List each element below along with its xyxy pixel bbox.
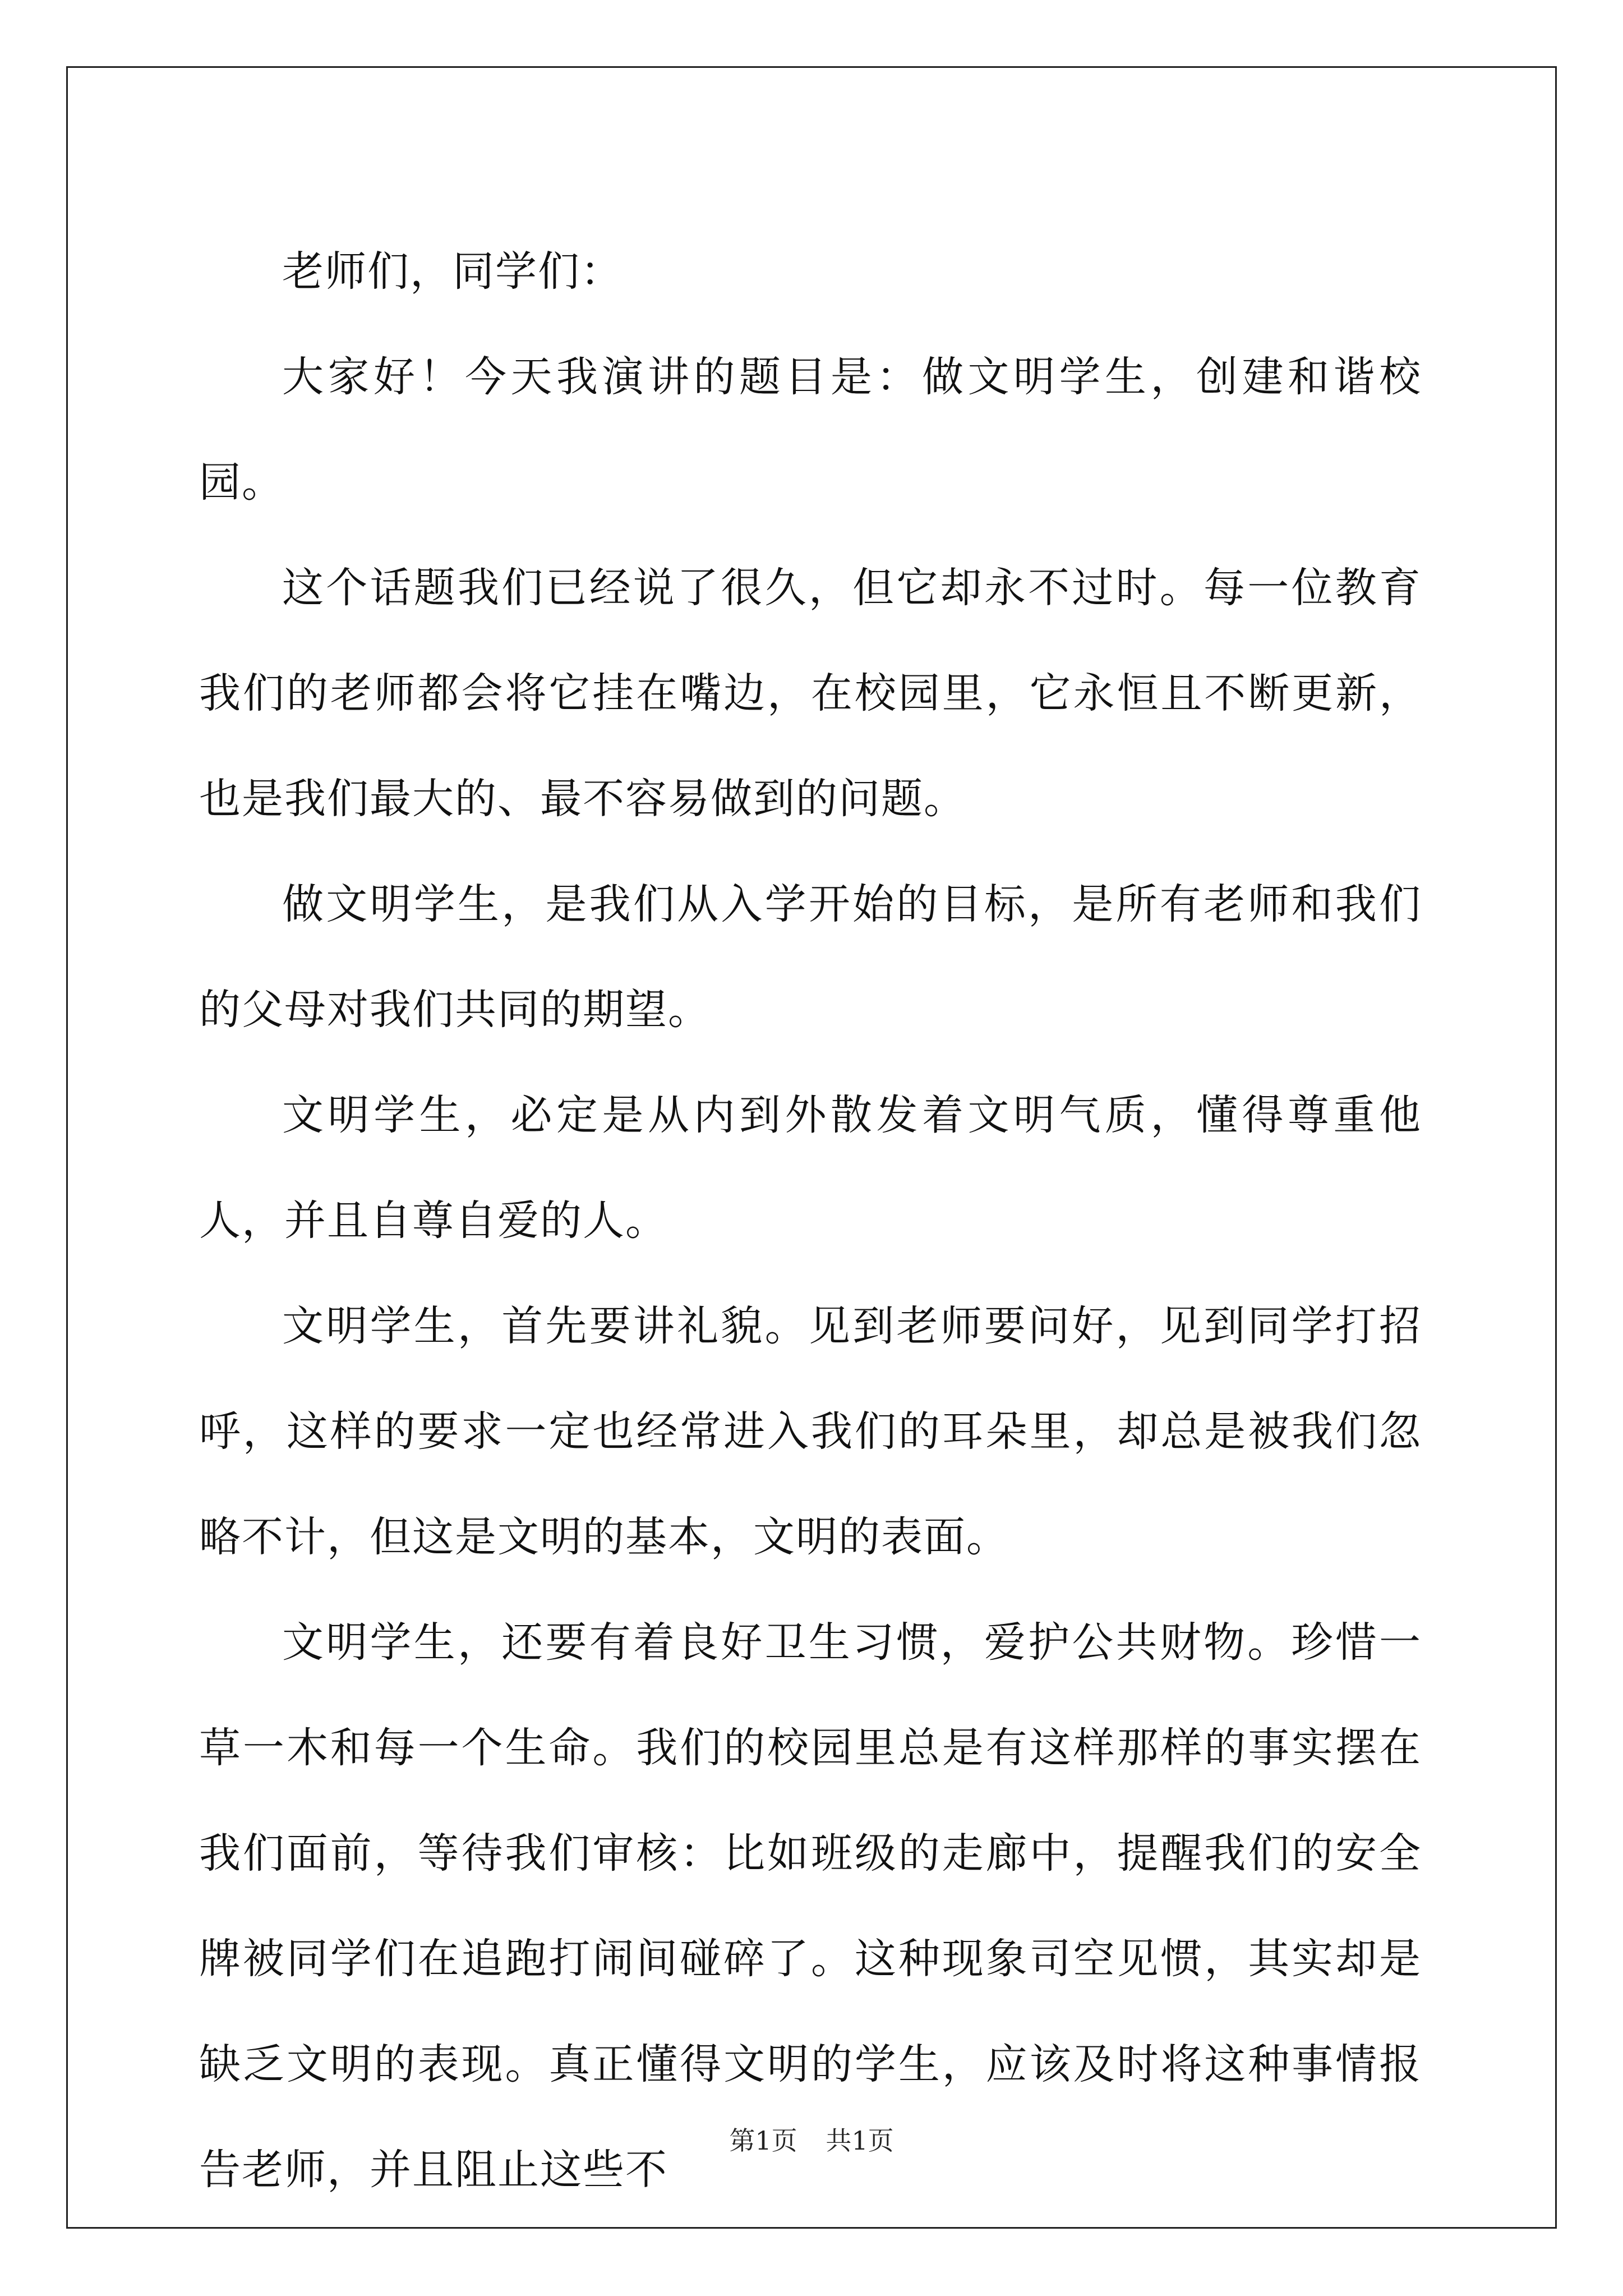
paragraph-greeting: 老师们，同学们： xyxy=(282,247,623,296)
document-body xyxy=(199,219,1422,2223)
page-number-total: 共1页 xyxy=(826,2125,894,2156)
paragraph-courtesy: 文明学生，首先要讲礼貌。见到老师要问好，见到同学打招呼，这样的要求一定也经常进入我们的耳朵里，却总是被我们忽略不计，但这是文明的基本，文明的表面。 xyxy=(199,1302,1422,1561)
paragraph-goal: 做文明学生，是我们从入学开始的目标，是所有老师和我们的父母对我们共同的期望。 xyxy=(199,880,1422,1034)
paragraph-intro: 大家好！今天我演讲的题目是：做文明学生，创建和谐校园。 xyxy=(199,353,1422,507)
paragraph-topic: 这个话题我们已经说了很久，但它却永不过时。每一位教育我们的老师都会将它挂在嘴边，在校园里，它永恒且不断更新，也是我们最大的、最不容易做到的问题。 xyxy=(199,564,1422,823)
page-number-current: 第1页 xyxy=(729,2125,797,2156)
page-footer xyxy=(0,2120,1623,2157)
paragraph-definition: 文明学生，必定是从内到外散发着文明气质，懂得尊重他人，并且自尊自爱的人。 xyxy=(199,1091,1422,1245)
paragraph-hygiene: 文明学生，还要有着良好卫生习惯，爱护公共财物。珍惜一草一木和每一个生命。我们的校园里总是有这样那样的事实摆在我们面前，等待我们审核：比如班级的走廊中，提醒我们的安全牌被同学们在追跑打闹间碰碎了。这种现象司空见惯，其实却是缺乏文明的表现。真正懂得文明的学生，应该及时将这种事情报告老师，并且阻止这些不 xyxy=(199,1618,1422,2194)
